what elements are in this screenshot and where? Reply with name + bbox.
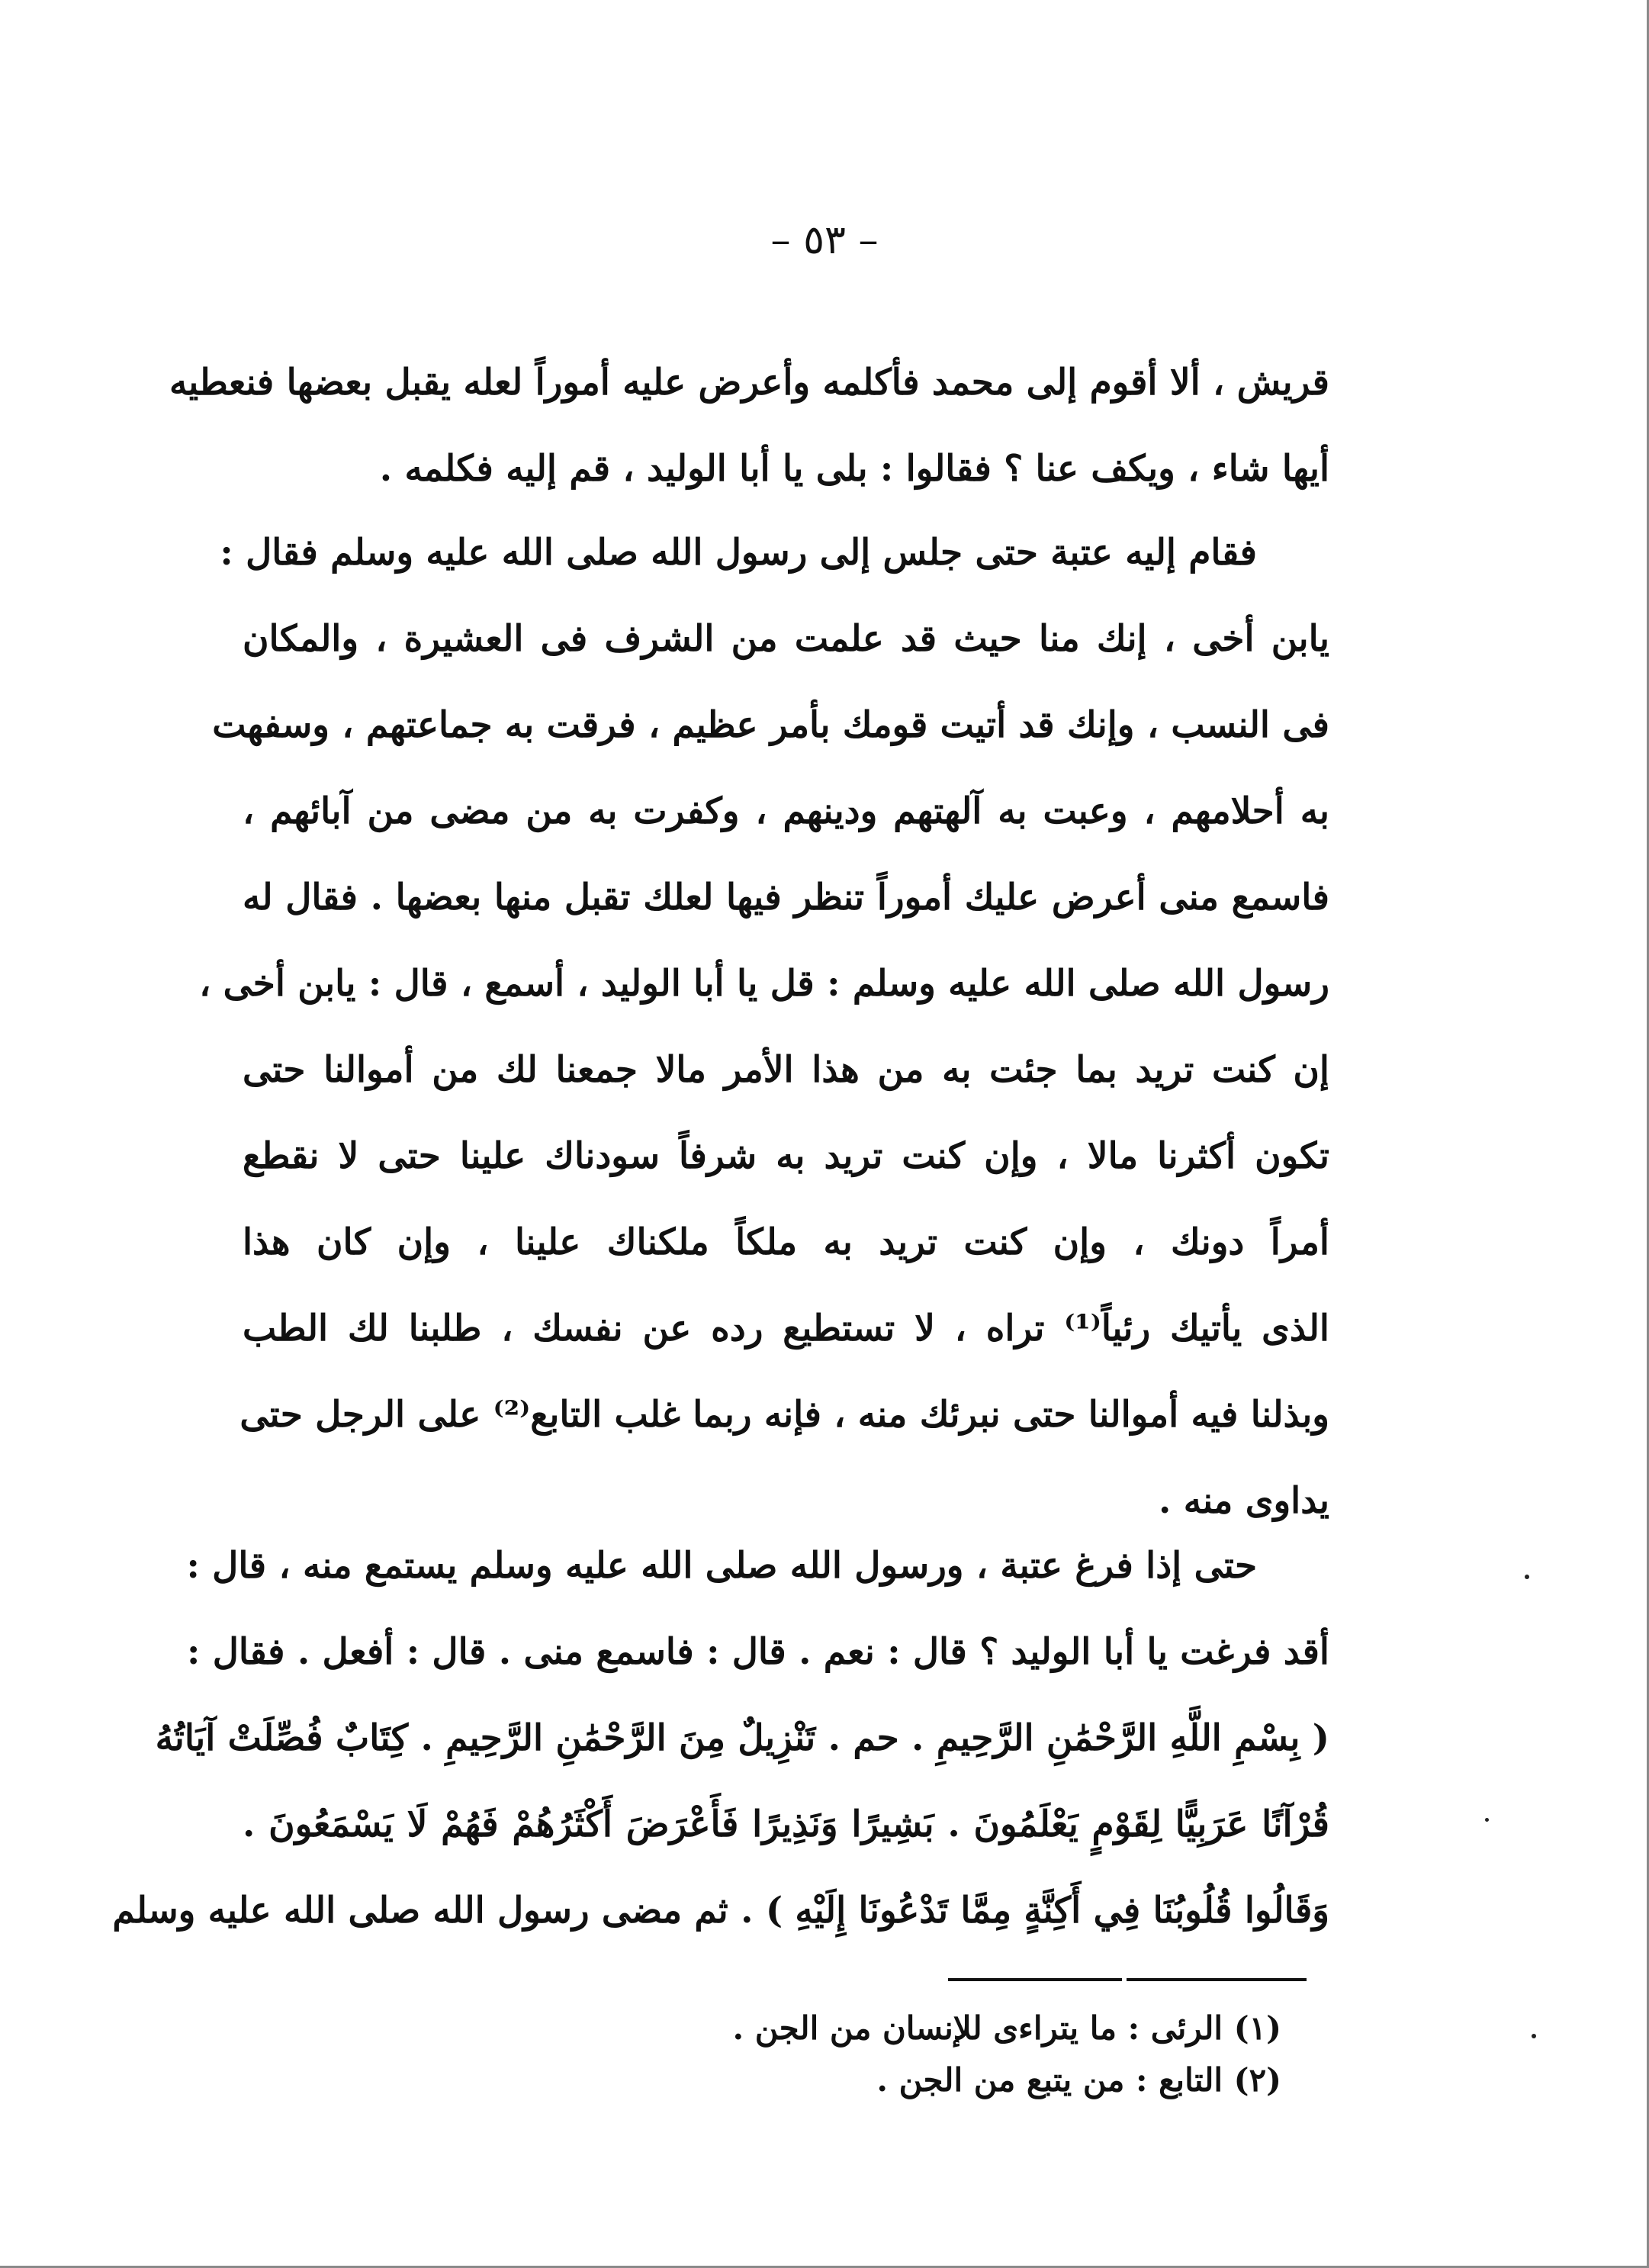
text-line: وبذلنا فيه أموالنا حتى نبرئك منه ، فإنه ربما غلب التابع⁽²⁾ على الرجل حتى: [239, 1394, 1329, 1436]
footnote-2: (٢) التابع : من يتبع من الجن .: [876, 2061, 1281, 2099]
text-line: يابن أخى ، إنك منا حيث قد علمت من الشرف فى العشيرة ، والمكان: [243, 618, 1329, 660]
scan-speck: [1525, 1575, 1529, 1579]
text-line: قريش ، ألا أقوم إلى محمد فأكلمه وأعرض عليه أموراً لعله يقبل بعضها فنعطيه: [169, 362, 1329, 404]
text-line: الذى يأتيك رئياً⁽¹⁾ تراه ، لا تستطيع رده عن نفسك ، طلبنا لك الطب: [243, 1308, 1329, 1350]
text-line: فقام إليه عتبة حتى جلس إلى رسول الله صلى الله عليه وسلم فقال :: [220, 532, 1257, 574]
scan-speck: [1532, 2034, 1536, 2038]
text-line: يداوى منه .: [1159, 1480, 1329, 1522]
scan-speck: [1485, 1818, 1489, 1822]
text-line: حتى إذا فرغ عتبة ، ورسول الله صلى الله عليه وسلم يستمع منه ، قال :: [186, 1545, 1257, 1587]
text-line: أمراً دونك ، وإن كنت تريد به ملكاً ملكناك علينا ، وإن كان هذا: [243, 1221, 1329, 1263]
text-line: وَقَالُوا قُلُوبُنَا فِي أَكِنَّةٍ مِمَّا تَدْعُونَا إِلَيْهِ ) . ثم مضى رسول الله صلى الله عليه وسلم: [112, 1890, 1329, 1932]
text-line: أقد فرغت يا أبا الوليد ؟ قال : نعم . قال : فاسمع منى . قال : أفعل . فقال :: [187, 1631, 1329, 1673]
paragraph-3: [112, 1523, 1329, 1954]
text-line: به أحلامهم ، وعبت به آلهتهم ودينهم ، وكفرت به من مضى من آبائهم ،: [243, 790, 1329, 832]
page-number: – ٥٣ –: [770, 217, 879, 263]
footnote-1: (١) الرئى : ما يتراءى للإنسان من الجن .: [732, 2009, 1281, 2047]
text-line: تكون أكثرنا مالا ، وإن كنت تريد به شرفاً سودناك علينا حتى لا نقطع: [243, 1135, 1329, 1177]
footnotes: [458, 2003, 1281, 2106]
text-line: إن كنت تريد بما جئت به من هذا الأمر مالا جمعنا لك من أموالنا حتى: [243, 1049, 1329, 1091]
text-line: فى النسب ، وإنك قد أتيت قومك بأمر عظيم ، فرقت به جماعتهم ، وسفهت: [212, 704, 1329, 746]
text-line: فاسمع منى أعرض عليك أموراً تنظر فيها لعلك تقبل منها بعضها . فقال له: [243, 877, 1329, 918]
footnote-divider: [948, 1978, 1307, 1981]
quran-line: ( بِسْمِ اللَّهِ الرَّحْمَٰنِ الرَّحِيمِ . حم . تَنْزِيلٌ مِنَ الرَّحْمَٰنِ الرَّحِيمِ . كِتَابٌ فُصِّلَتْ آيَاتُهُ: [155, 1717, 1329, 1759]
paragraph-1: [169, 339, 1329, 512]
quran-line: قُرْآنًا عَرَبِيًّا لِقَوْمٍ يَعْلَمُونَ . بَشِيرًا وَنَذِيرًا فَأَعْرَضَ أَكْثَرُهُمْ فَهُمْ لَا يَسْمَعُونَ .: [243, 1803, 1329, 1845]
paragraph-2: [199, 510, 1329, 1544]
text-line: رسول الله صلى الله عليه وسلم : قل يا أبا الوليد ، أسمع ، قال : يابن أخى ،: [199, 963, 1329, 1005]
text-line: أيها شاء ، ويكف عنا ؟ فقالوا : بلى يا أبا الوليد ، قم إليه فكلمه .: [379, 448, 1329, 490]
